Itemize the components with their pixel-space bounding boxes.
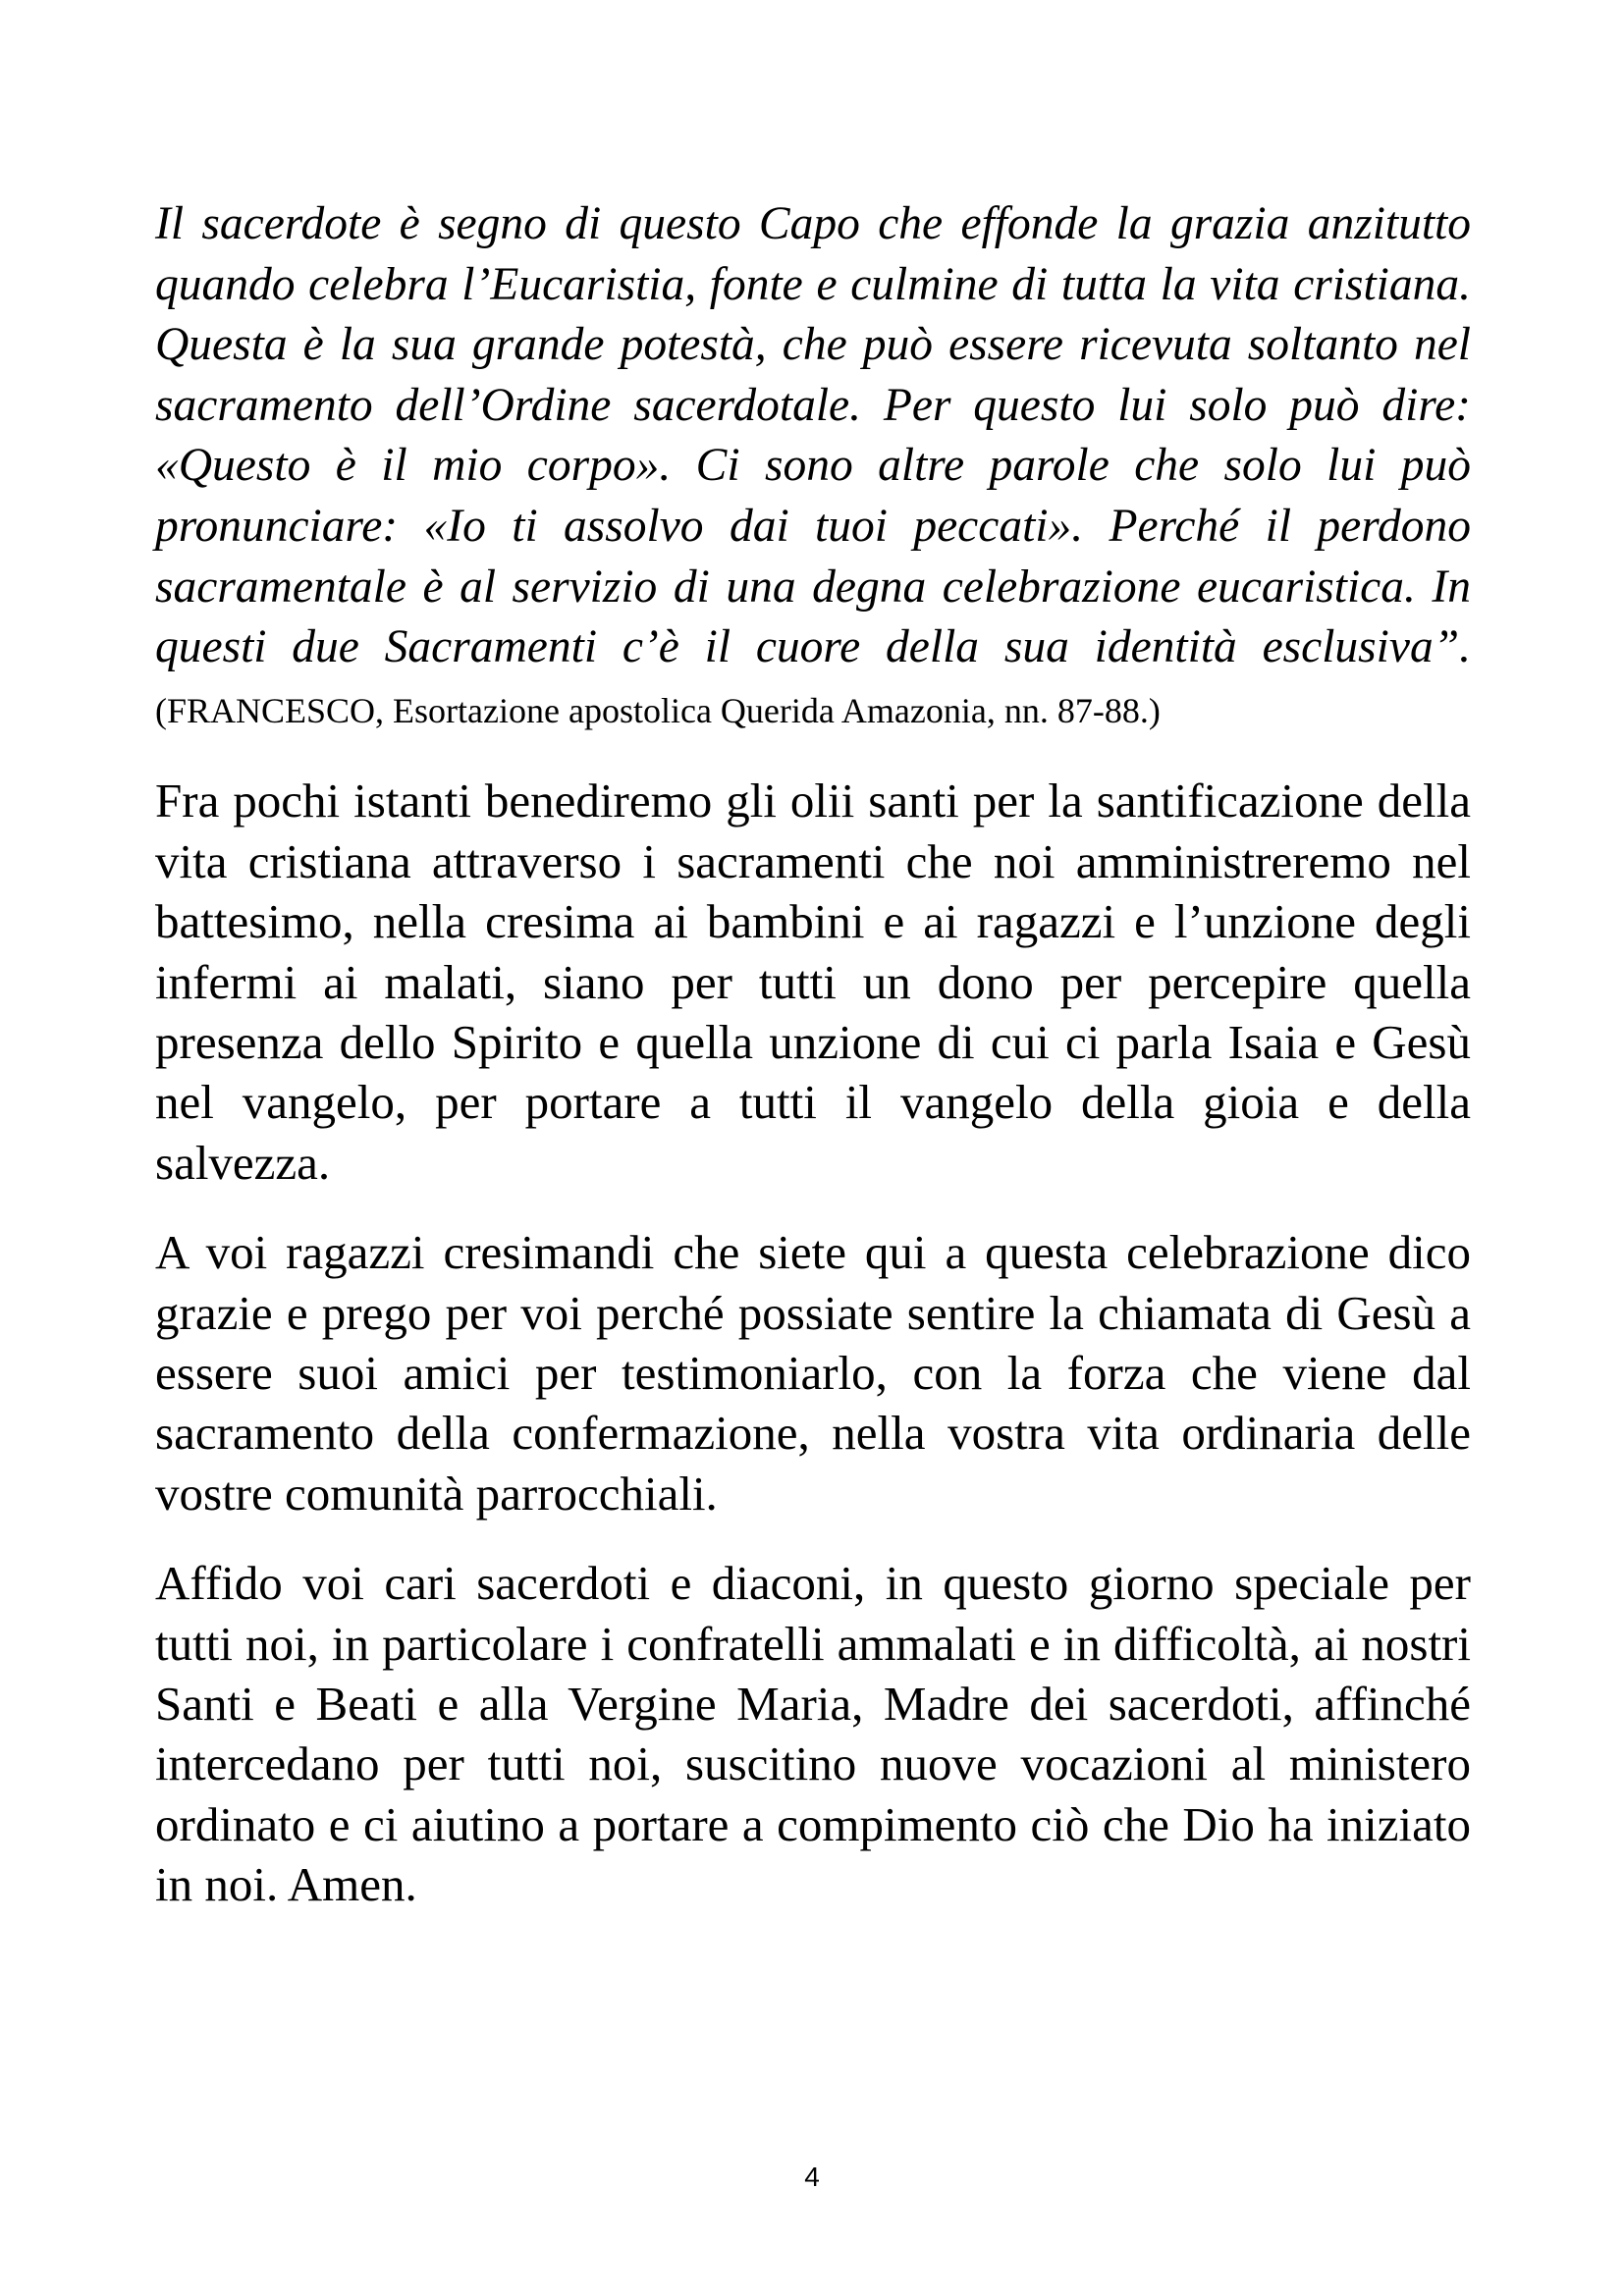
quote-closing-mark: ”. [1433,621,1471,673]
page-number: 4 [804,2162,820,2192]
body-paragraph-3: Affido voi cari sacerdoti e diaconi, in questo giorno speciale per tutti noi, in particolare i confratelli ammalati e in difficoltà, ai nostri Santi e Beati e alla Vergine Maria, Madre dei sacerdoti, affinché intercedano per tutti noi, suscitino nuove vocazioni al ministero ordinato e ci aiutino a portare a compimento ciò che Dio ha iniziato in noi. Amen. [155,1556,1471,1912]
body-paragraph-1: Fra pochi istanti benediremo gli olii santi per la santificazione della vita cristiana attraverso i sacramenti che noi amministreremo nel battesimo, nella cresima ai bambini e ai ragazzi e l’unzione degli infermi ai malati, siano per tutti un dono per percepire quella presenza dello Spirito e quella unzione di cui ci parla Isaia e Gesù nel vangelo, per portare a tutti il vangelo della gioia e della salvezza. [155,774,1471,1190]
quote-citation: (FRANCESCO, Esortazione apostolica Querida Amazonia, nn. 87-88.) [155,690,1161,730]
quote-text: Il sacerdote è segno di questo Capo che effonde la grazia anzitutto quando celebra l’Eucaristia, fonte e culmine di tutta la vita cristiana. Questa è la sua grande potestà, che può essere ricevuta soltanto nel sacramento dell’Ordine sacerdotale. Per questo lui solo può dire: «Questo è il mio corpo». Ci sono altre parole che solo lui può pronunciare: «Io ti assolvo dai tuoi peccati». Perché il perdono sacramentale è al servizio di una degna celebrazione eucaristica. In questi due Sacramenti c’è il cuore della sua identità esclusiva [155,198,1471,673]
quote-paragraph [155,194,1471,741]
document-page [155,194,1471,1915]
body-paragraph-2: A voi ragazzi cresimandi che siete qui a questa celebrazione dico grazie e prego per voi perché possiate sentire la chiamata di Gesù a essere suoi amici per testimoniarlo, con la forza che viene dal sacramento della confermazione, nella vostra vita ordinaria delle vostre comunità parrocchiali. [155,1225,1471,1521]
